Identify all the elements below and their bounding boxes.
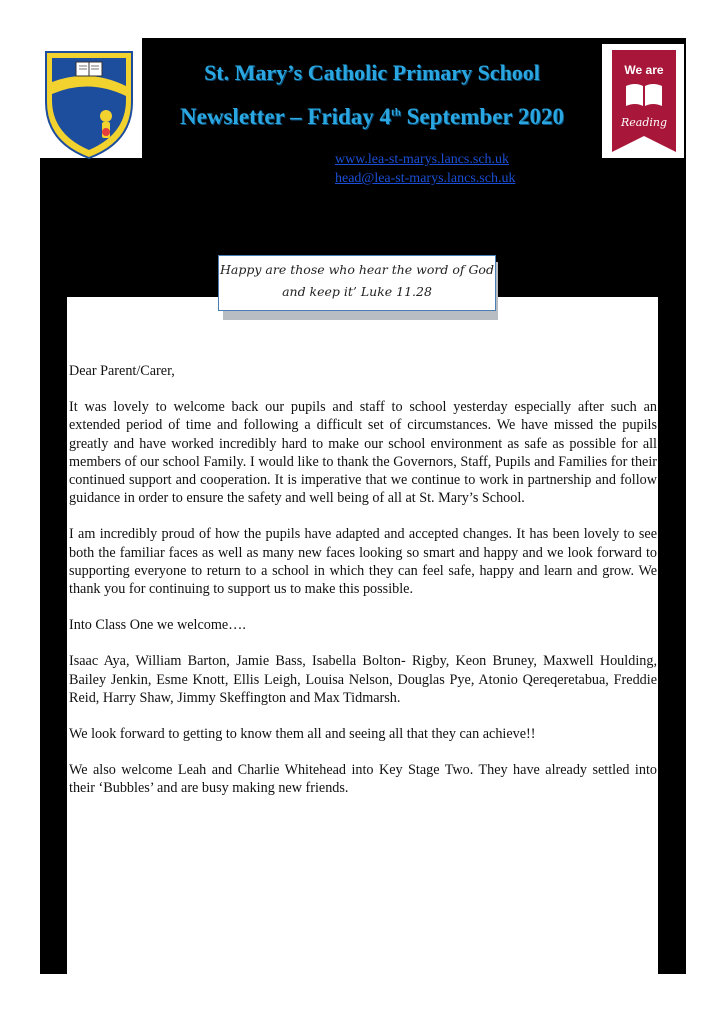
title-line2-pre: Newsletter – Friday 4 — [180, 104, 392, 129]
website-link[interactable]: www.lea-st-marys.lancs.sch.uk — [335, 152, 510, 167]
letter-paragraph-5: We look forward to getting to know them all and seeing all that they can achieve!! — [69, 726, 536, 743]
title-line2-post: September 2020 — [400, 104, 564, 129]
letter-paragraph-1: It was lovely to welcome back our pupils and staff to school yesterday especially after such an extended period of time and following a difficult set of circumstances. We have missed the pupils greatly and have worked incredibly hard to make our school environment as safe as possible for all members of our school Family. I would like to thank the Governors, Staff, Pupils and Families for their continued support and cooperation. It is imperative that we continue to work in partnership and follow guidance in order to ensure the safety and well being of all at St. Mary’s School. — [69, 399, 657, 507]
quote-line2: and keep it’ Luke 11.28 — [282, 284, 432, 299]
class-one-names: Isaac Aya, William Barton, Jamie Bass, Isabella Bolton- Rigby, Keon Bruney, Maxwell Houlding, Bailey Jenkin, Esme Knott, Ellis Leigh, Louisa Nelson, Douglas Pye, Atonio Qereqeretabua, Freddie Reid, Harry Shaw, Jimmy Skeffington and Max Tidmarsh. — [69, 653, 657, 706]
scripture-quote-box — [218, 255, 496, 311]
quote-line1: Happy are those who hear the word of God — [220, 262, 494, 277]
we-are-reading-badge — [612, 50, 676, 157]
letter-paragraph-6: We also welcome Leah and Charlie Whitehead into Key Stage Two. They have already settled into their ‘Bubbles’ and are busy making new friends. — [69, 762, 657, 797]
salutation: Dear Parent/Carer, — [69, 363, 175, 379]
crest-shield-icon — [40, 44, 138, 160]
letter-paragraph-3: Into Class One we welcome…. — [69, 617, 246, 634]
badge-line2: Reading — [620, 116, 668, 129]
letter-body — [69, 362, 657, 816]
badge-line1: We are — [624, 63, 664, 77]
reading-book-icon — [612, 50, 676, 152]
contact-links — [335, 150, 515, 188]
letter-paragraph-2: I am incredibly proud of how the pupils have adapted and accepted changes. It has been lovely to see both the familiar faces as well as many new faces looking so smart and happy and we look forward to supporting everyone to return to a school in which they can feel safe, happy and learn and grow. We thank you for continuing to support us to make this possible. — [69, 526, 657, 598]
newsletter-date-title — [142, 104, 602, 130]
school-name-title: St. Mary’s Catholic Primary School — [204, 60, 540, 85]
email-link[interactable]: head@lea-st-marys.lancs.sch.uk — [335, 171, 516, 186]
title-line2-superscript: th — [391, 106, 401, 119]
school-crest — [40, 44, 138, 160]
